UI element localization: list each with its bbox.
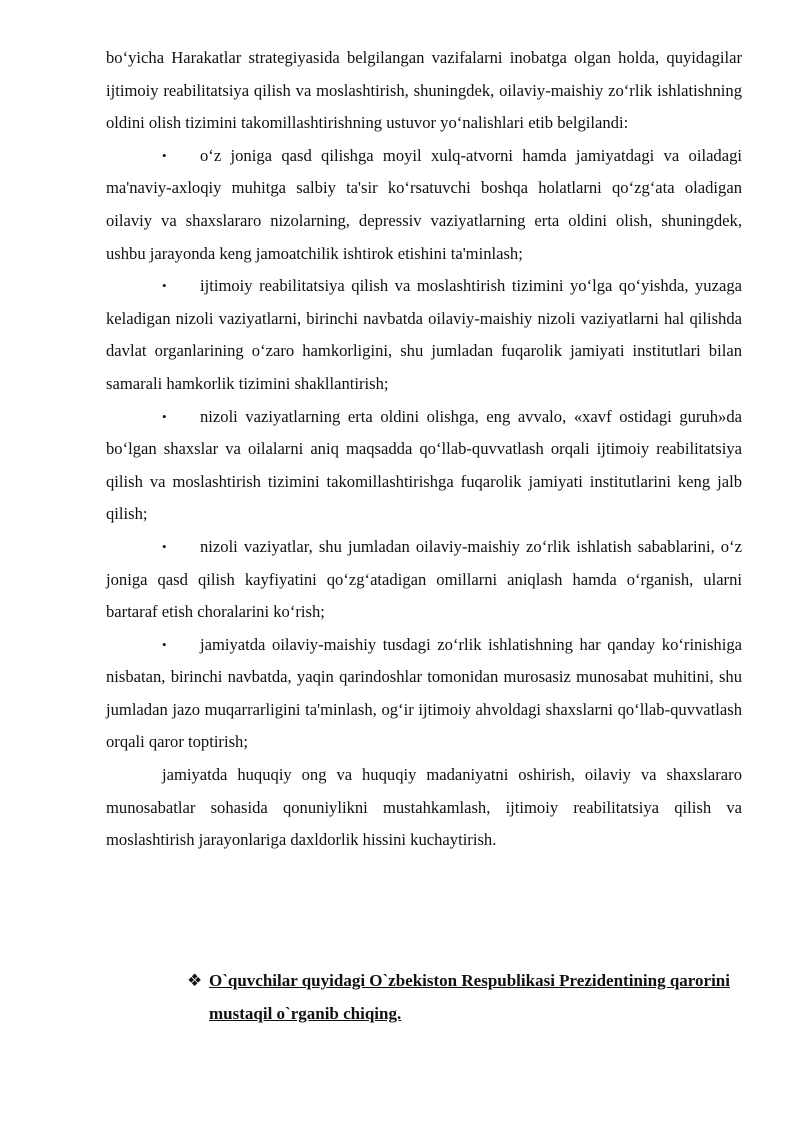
bullet-icon: •: [162, 538, 167, 554]
diamond-bullet-icon: ❖: [187, 971, 203, 990]
list-item-text: o‘z joniga qasd qilishga moyil xulq-atvorni hamda jamiyatdagi va oiladagi ma'naviy-axloqiy muhitga salbiy ta'sir ko‘rsatuvchi boshqa holatlarni qo‘zg‘ata oladigan oilaviy va shaxslararo nizolarning, depressiv vaziyatlarning erta oldini olish, shuningdek, ushbu jarayonda keng jamoatchilik ishtirok etishini ta'minlash;: [106, 145, 742, 263]
list-item: [106, 270, 742, 400]
bullet-icon: •: [162, 147, 167, 163]
task-heading: [187, 964, 747, 1030]
bullet-icon: •: [162, 278, 167, 294]
list-item: [106, 401, 742, 531]
list-item-text: nizoli vaziyatlar, shu jumladan oilaviy-maishiy zo‘rlik ishlatish sabablarini, o‘z joniga qasd qilish kayfiyatini qo‘zg‘atadigan omillarni aniqlash hamda o‘rganish, ularni bartaraf etish choralarini ko‘rish;: [106, 536, 742, 622]
list-item-text: ijtimoiy reabilitatsiya qilish va moslashtirish tizimini yo‘lga qo‘yishda, yuzaga keladigan nizoli vaziyatlarni, birinchi navbatda oilaviy-maishiy nizoli vaziyatlarni hal qilishda davlat organlarining o‘zaro hamkorligini, shu jumladan fuqarolik jamiyati institutlari bilan samarali hamkorlik tizimini shakllantirish;: [106, 276, 742, 393]
list-item: [106, 629, 742, 759]
closing-paragraph: jamiyatda huquqiy ong va huquqiy madaniyatni oshirish, oilaviy va shaxslararo munosabatlar sohasida qonuniylikni mustahkamlash, ijtimoiy reabilitatsiya qilish va moslashtirish jarayonlariga daxldorlik hissini kuchaytirish.: [106, 765, 742, 850]
intro-paragraph: bo‘yicha Harakatlar strategiyasida belgilangan vazifalarni inobatga olgan holda, quyidagilar ijtimoiy reabilitatsiya qilish va moslashtirish, shuningdek, oilaviy-maishiy zo‘rlik ishlatishning oldini olish tizimini takomillashtirishning ustuvor yo‘nalishlari etib belgilandi:: [106, 48, 742, 133]
task-heading-text: O`quvchilar quyidagi O`zbekiston Respublikasi Prezidentining qarorini mustaqil o`rganib chiqing.: [209, 971, 730, 1023]
list-item: [106, 140, 742, 270]
bullet-icon: •: [162, 408, 167, 424]
list-item-text: nizoli vaziyatlarning erta oldini olishga, eng avvalo, «xavf ostidagi guruh»da bo‘lgan shaxslar va oilalarni aniq maqsadda qo‘llab-quvvatlash orqali ijtimoiy reabilitatsiya qilish va moslashtirish tizimini takomillashtirishga fuqarolik jamiyati institutlarini keng jalb qilish;: [106, 406, 742, 524]
list-item-text: jamiyatda oilaviy-maishiy tusdagi zo‘rlik ishlatishning har qanday ko‘rinishiga nisbatan, birinchi navbatda, yaqin qarindoshlar tomonidan murosasiz munosabat muhitini, shu jumladan jazo muqarrarligini ta'minlash, og‘ir ijtimoiy ahvoldagi shaxslarni qo‘llab-quvvatlash orqali qaror toptirish;: [106, 634, 742, 752]
document-body: [106, 42, 742, 857]
list-item: [106, 531, 742, 629]
bullet-icon: •: [162, 636, 167, 652]
